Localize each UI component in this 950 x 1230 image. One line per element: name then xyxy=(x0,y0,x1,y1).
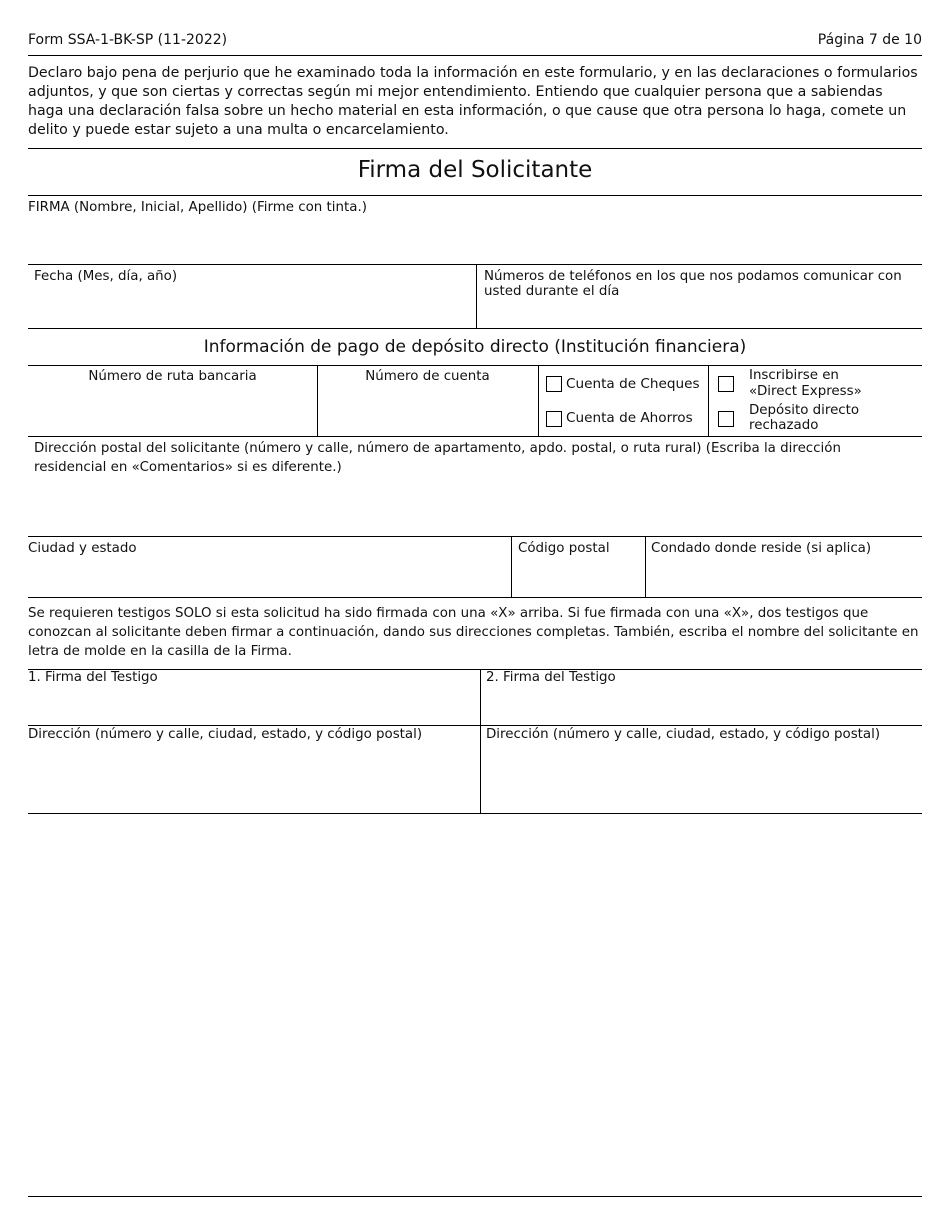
divider xyxy=(28,725,922,726)
divider xyxy=(28,436,922,437)
footer-divider xyxy=(28,1196,922,1197)
checking-account-checkbox[interactable] xyxy=(546,376,562,392)
mailing-address-field[interactable] xyxy=(28,478,922,536)
phone-label: Números de teléfonos en los que nos podamos comunicar con usted durante el día xyxy=(484,269,902,299)
header-divider xyxy=(28,55,922,56)
signature-field[interactable] xyxy=(28,218,922,264)
signature-label: FIRMA (Nombre, Inicial, Apellido) (Firme con tinta.) xyxy=(28,200,367,215)
page-number: Página 7 de 10 xyxy=(817,32,922,48)
account-number-label: Número de cuenta xyxy=(365,369,490,384)
date-label: Fecha (Mes, día, año) xyxy=(34,269,178,284)
savings-account-checkbox[interactable] xyxy=(546,411,562,427)
county-field[interactable] xyxy=(646,560,922,597)
mailing-address-label: Dirección postal del solicitante (número y calle, número de apartamento, apdo. postal, o ruta rural) (Escriba la dirección residencial en «Comentarios» si es diferente.) xyxy=(34,441,841,475)
witness1-signature-field[interactable] xyxy=(28,688,480,725)
phone-field[interactable] xyxy=(477,302,922,328)
witness1-address-label: Dirección (número y calle, ciudad, estado, y código postal) xyxy=(28,727,423,742)
direct-express-checkbox[interactable] xyxy=(718,376,734,392)
divider xyxy=(28,813,922,814)
date-field[interactable] xyxy=(28,288,476,328)
witness2-signature-label: 2. Firma del Testigo xyxy=(486,670,616,685)
divider xyxy=(28,195,922,196)
witness1-signature-label: 1. Firma del Testigo xyxy=(28,670,158,685)
zip-code-label: Código postal xyxy=(518,541,610,556)
column-divider xyxy=(708,365,709,436)
zip-code-field[interactable] xyxy=(512,560,645,597)
direct-express-label: Inscribirse en «Direct Express» xyxy=(749,368,862,399)
divider xyxy=(28,536,922,537)
routing-number-field[interactable] xyxy=(28,388,317,436)
witness2-signature-field[interactable] xyxy=(481,688,922,725)
city-state-field[interactable] xyxy=(28,560,511,597)
deposit-section-title: Información de pago de depósito directo (Institución financiera) xyxy=(203,337,747,357)
perjury-declaration: Declaro bajo pena de perjurio que he examinado toda la información en este formulario, y en las declaraciones o formularios adjuntos, y que son ciertas y correctas según mi mejor entendimiento. Entiendo que cualquier persona que a sabiendas haga una declaración falsa sobre un hecho material en esta información, o que cause que otra persona lo haga, comete un delito y puede estar sujeto a una multa o encarcelamiento. xyxy=(28,65,918,138)
divider xyxy=(28,328,922,329)
witness1-address-field[interactable] xyxy=(28,746,480,813)
witness2-address-field[interactable] xyxy=(481,746,922,813)
signature-section-title: Firma del Solicitante xyxy=(357,157,593,183)
checking-account-label: Cuenta de Cheques xyxy=(566,376,700,392)
column-divider xyxy=(538,365,539,436)
divider xyxy=(28,597,922,598)
account-number-field[interactable] xyxy=(318,388,538,436)
deposit-refused-checkbox[interactable] xyxy=(718,411,734,427)
divider xyxy=(28,148,922,149)
witness-instructions: Se requieren testigos SOLO si esta solicitud ha sido firmada con una «X» arriba. Si fue firmada con una «X», dos testigos que conozcan al solicitante deben firmar a continuación, dando sus direcciones completas. También, escriba el nombre del solicitante en letra de molde en la casilla de la Firma. xyxy=(28,606,919,659)
savings-account-label: Cuenta de Ahorros xyxy=(566,410,693,426)
county-label: Condado donde reside (si aplica) xyxy=(651,541,872,556)
city-state-label: Ciudad y estado xyxy=(28,541,137,556)
deposit-refused-label: Depósito directo rechazado xyxy=(749,403,860,433)
routing-number-label: Número de ruta bancaria xyxy=(88,369,257,384)
form-id: Form SSA-1-BK-SP (11-2022) xyxy=(28,32,228,48)
witness2-address-label: Dirección (número y calle, ciudad, estado, y código postal) xyxy=(486,727,881,742)
divider xyxy=(28,264,922,265)
divider xyxy=(28,365,922,366)
divider xyxy=(28,669,922,670)
